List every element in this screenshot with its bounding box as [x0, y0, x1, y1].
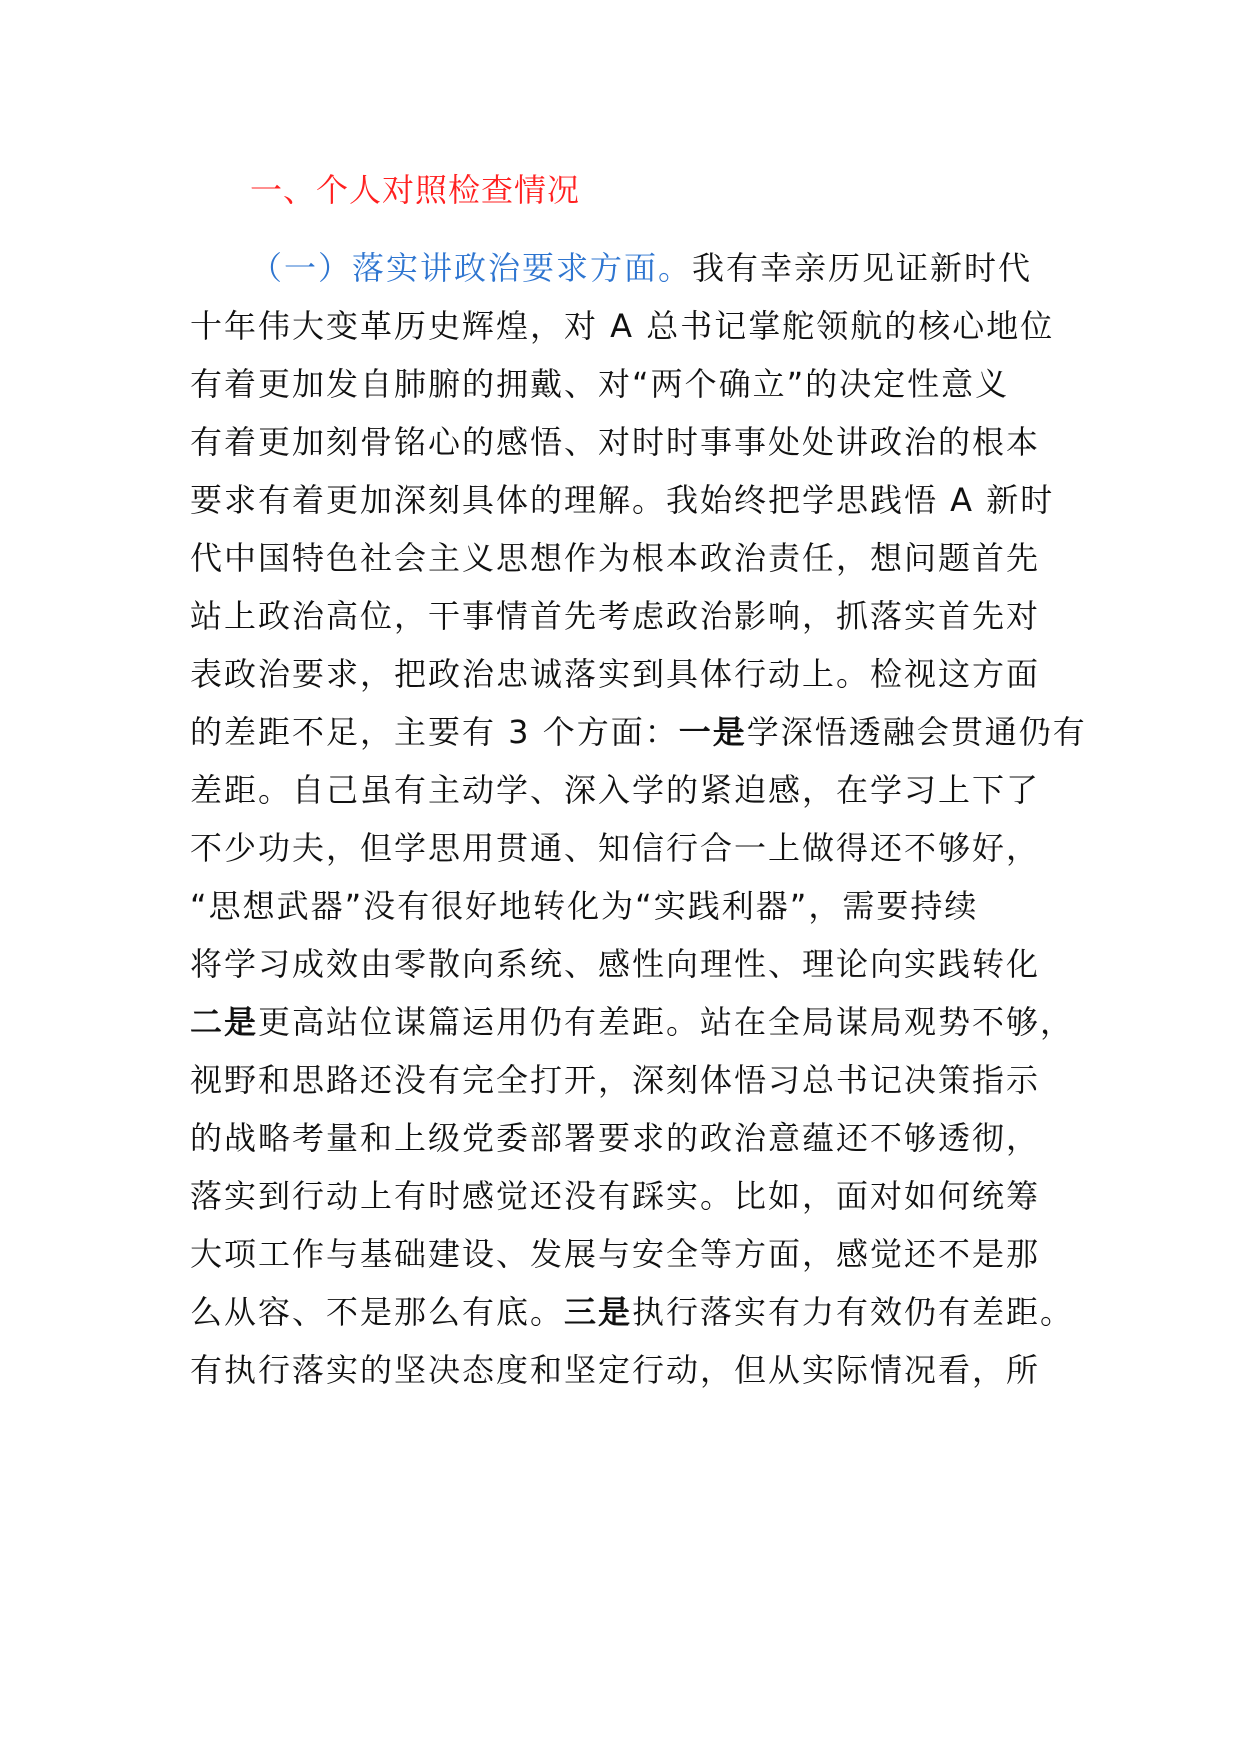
line-text: 么从容、不是那么有底。	[190, 1293, 565, 1331]
section-heading: 一、个人对照检查情况	[250, 171, 581, 209]
paragraph-line-13: 将学习成效由零散向系统、感性向理性、理论向实践转化	[190, 945, 1041, 983]
paragraph-line-17: 落实到行动上有时感觉还没有踩实。比如，面对如何统筹	[190, 1177, 1041, 1215]
line-text: 执行落实有力有效仍有差距。	[632, 1293, 1075, 1331]
paragraph-line-3: 有着更加发自肺腑的拥戴、对“两个确立”的决定性意义	[190, 365, 1010, 403]
paragraph-line-18: 大项工作与基础建设、发展与安全等方面，感觉还不是那	[190, 1235, 1041, 1273]
paragraph-line-6: 代中国特色社会主义思想作为根本政治责任，想问题首先	[190, 539, 1041, 577]
paragraph-line-1	[250, 248, 1032, 288]
point-marker-two: 二是	[190, 1003, 259, 1041]
paragraph-line-8: 表政治要求，把政治忠诚落实到具体行动上。检视这方面	[190, 655, 1041, 693]
paragraph-line-12: “思想武器”没有很好地转化为“实践利器”，需要持续	[190, 887, 979, 925]
line-text: 更高站位谋篇运用仍有差距。站在全局谋局观势不够，	[258, 1003, 1075, 1041]
paragraph-line-14	[190, 1002, 1074, 1042]
line-text: 我有幸亲历见证新时代	[692, 249, 1033, 287]
paragraph-line-10: 差距。自己虽有主动学、深入学的紧迫感，在学习上下了	[190, 771, 1041, 809]
line-text: 学深悟透融会贯通仍有	[746, 713, 1087, 751]
paragraph-line-20: 有执行落实的坚决态度和坚定行动，但从实际情况看，所	[190, 1351, 1041, 1389]
point-marker-three: 三是	[564, 1293, 633, 1331]
point-marker-one: 一是	[678, 713, 747, 751]
line-text: 的差距不足，主要有 3 个方面：	[190, 713, 679, 751]
paragraph-line-5: 要求有着更加深刻具体的理解。我始终把学思践悟 A 新时	[190, 481, 1055, 519]
paragraph-line-4: 有着更加刻骨铭心的感悟、对时时事事处处讲政治的根本	[190, 423, 1041, 461]
paragraph-line-2: 十年伟大变革历史辉煌，对 A 总书记掌舵领航的核心地位	[190, 307, 1055, 345]
subsection-title: 落实讲政治要求方面。	[352, 249, 693, 287]
paragraph-line-9	[190, 712, 1087, 752]
paragraph-line-11: 不少功夫，但学思用贯通、知信行合一上做得还不够好，	[190, 829, 1041, 867]
paragraph-line-15: 视野和思路还没有完全打开，深刻体悟习总书记决策指示	[190, 1061, 1041, 1099]
paragraph-line-16: 的战略考量和上级党委部署要求的政治意蕴还不够透彻，	[190, 1119, 1041, 1157]
paragraph-line-7: 站上政治高位，干事情首先考虑政治影响，抓落实首先对	[190, 597, 1041, 635]
subsection-number: （一）	[250, 249, 353, 287]
paragraph-line-19	[190, 1292, 1074, 1332]
